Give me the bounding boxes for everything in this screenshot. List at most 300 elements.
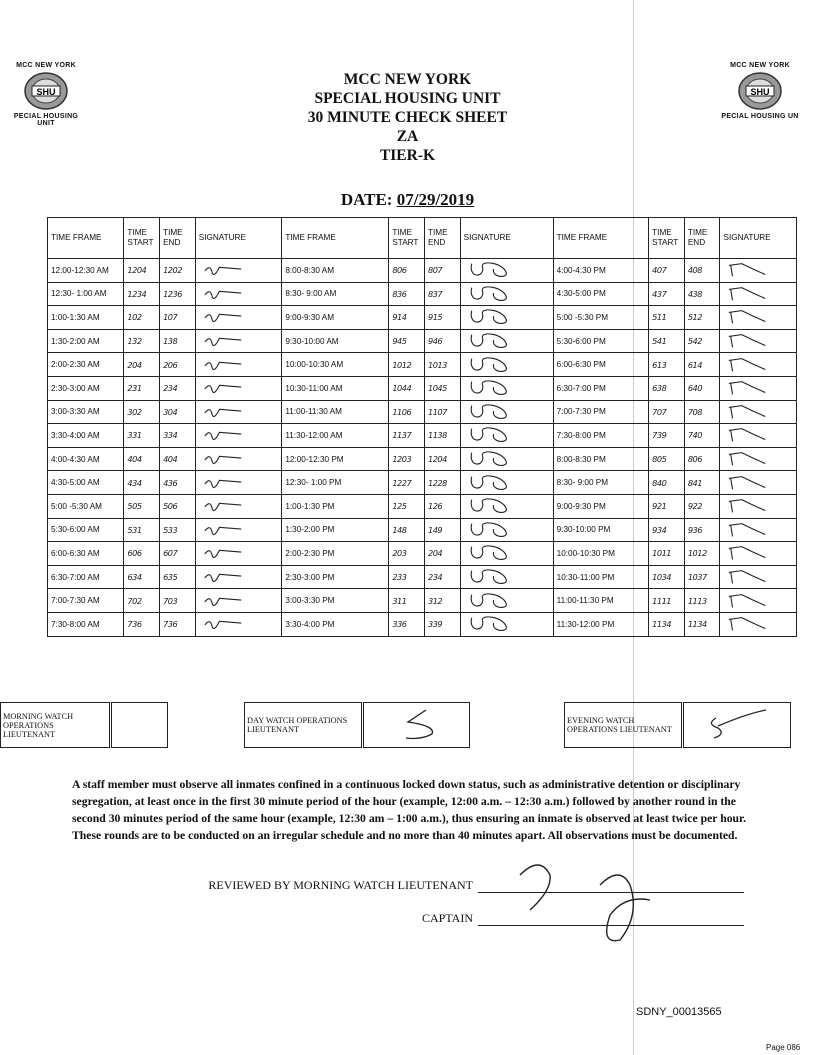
- time-end-cell: 1138: [425, 424, 461, 448]
- signature-cell: [460, 565, 553, 589]
- table-row: [48, 494, 797, 518]
- table-row: [48, 329, 797, 353]
- bates-number: SDNY_00013565: [636, 1006, 722, 1018]
- time-frame-cell: 4:30-5:00 AM: [48, 471, 124, 495]
- time-frame-cell: 9:30-10:00 AM: [282, 329, 389, 353]
- signature-cell: [720, 447, 797, 471]
- time-start-cell: 148: [389, 518, 425, 542]
- handwritten-initials: [464, 260, 514, 280]
- time-start-cell: 638: [649, 376, 685, 400]
- header-facility: MCC NEW YORK: [343, 71, 472, 88]
- time-frame-cell: 2:30-3:00 PM: [282, 565, 389, 589]
- column-header: TIME FRAME: [48, 218, 124, 259]
- time-start-cell: 541: [649, 329, 685, 353]
- logo-bottom-text: PECIAL HOUSING UNIT: [13, 113, 79, 127]
- signature-cell: [460, 612, 553, 636]
- time-end-cell: 1013: [425, 353, 461, 377]
- time-end-cell: 946: [425, 329, 461, 353]
- time-end-cell: 126: [425, 494, 461, 518]
- time-frame-cell: 11:00-11:30 PM: [553, 589, 649, 613]
- handwritten-initials: [464, 307, 514, 327]
- time-end-cell: 1037: [684, 565, 720, 589]
- handwritten-initials: [199, 355, 249, 375]
- time-start-cell: 1012: [389, 353, 425, 377]
- handwritten-initials: [199, 307, 249, 327]
- time-frame-cell: 6:00-6:30 PM: [553, 353, 649, 377]
- table-row: [48, 353, 797, 377]
- signature-cell: [720, 589, 797, 613]
- signature-cell: [460, 376, 553, 400]
- document-header: [0, 70, 815, 165]
- signature-cell: [720, 471, 797, 495]
- signature-cell: [460, 400, 553, 424]
- time-frame-cell: 3:30-4:00 AM: [48, 424, 124, 448]
- signature-cell: [720, 565, 797, 589]
- handwritten-initials: [723, 614, 773, 634]
- column-header: SIGNATURE: [460, 218, 553, 259]
- time-start-cell: 1011: [649, 542, 685, 566]
- signature-cell: [720, 400, 797, 424]
- time-end-cell: 1012: [684, 542, 720, 566]
- table-row: [48, 259, 797, 283]
- time-end-cell: 149: [425, 518, 461, 542]
- header-tier: TIER-K: [379, 147, 436, 164]
- time-end-cell: 915: [425, 306, 461, 330]
- time-start-cell: 1034: [649, 565, 685, 589]
- time-frame-cell: 1:00-1:30 AM: [48, 306, 124, 330]
- signature-cell: [195, 494, 282, 518]
- signature-cell: [720, 259, 797, 283]
- time-end-cell: 334: [160, 424, 196, 448]
- time-frame-cell: 8:00-8:30 AM: [282, 259, 389, 283]
- table-row: [48, 282, 797, 306]
- table-row: [48, 471, 797, 495]
- reviewer-handwritten-signature: [500, 855, 680, 950]
- handwritten-initials: [199, 591, 249, 611]
- time-start-cell: 1137: [389, 424, 425, 448]
- handwritten-initials: [723, 543, 773, 563]
- time-start-cell: 437: [649, 282, 685, 306]
- table-row: [48, 542, 797, 566]
- time-frame-cell: 10:00-10:30 PM: [553, 542, 649, 566]
- time-end-cell: 1236: [160, 282, 196, 306]
- signature-cell: [460, 471, 553, 495]
- time-frame-cell: 6:30-7:00 PM: [553, 376, 649, 400]
- handwritten-initials: [199, 425, 249, 445]
- signature-cell: [720, 542, 797, 566]
- time-start-cell: 707: [649, 400, 685, 424]
- signature-cell: [460, 259, 553, 283]
- time-start-cell: 531: [124, 518, 160, 542]
- time-start-cell: 613: [649, 353, 685, 377]
- signature-cell: [195, 282, 282, 306]
- time-start-cell: 1044: [389, 376, 425, 400]
- time-start-cell: 102: [124, 306, 160, 330]
- time-frame-cell: 9:30-10:00 PM: [553, 518, 649, 542]
- time-frame-cell: 11:00-11:30 AM: [282, 400, 389, 424]
- time-frame-cell: 5:00 -5:30 AM: [48, 494, 124, 518]
- time-end-cell: 339: [425, 612, 461, 636]
- column-header: TIME START: [124, 218, 160, 259]
- handwritten-initials: [723, 449, 773, 469]
- signature-cell: [720, 518, 797, 542]
- time-frame-cell: 8:00-8:30 PM: [553, 447, 649, 471]
- table-row: [48, 565, 797, 589]
- signature-cell: [195, 565, 282, 589]
- time-frame-cell: 9:00-9:30 PM: [553, 494, 649, 518]
- logo-top-text: MCC NEW YORK: [730, 62, 790, 69]
- logo-bottom-text: PECIAL HOUSING UN: [721, 113, 799, 120]
- time-end-cell: 312: [425, 589, 461, 613]
- time-frame-cell: 12:30- 1:00 PM: [282, 471, 389, 495]
- time-end-cell: 1113: [684, 589, 720, 613]
- time-start-cell: 511: [649, 306, 685, 330]
- handwritten-initials: [199, 543, 249, 563]
- svg-text:SHU: SHU: [36, 87, 56, 97]
- signature-cell: [195, 589, 282, 613]
- handwritten-initials: [464, 496, 514, 516]
- handwritten-initials: [723, 260, 773, 280]
- time-end-cell: 304: [160, 400, 196, 424]
- handwritten-initials: [199, 520, 249, 540]
- table-row: [48, 447, 797, 471]
- time-frame-cell: 7:00-7:30 AM: [48, 589, 124, 613]
- time-start-cell: 1203: [389, 447, 425, 471]
- signature-cell: [460, 518, 553, 542]
- time-frame-cell: 6:30-7:00 AM: [48, 565, 124, 589]
- signature-cell: [460, 589, 553, 613]
- handwritten-initials: [199, 378, 249, 398]
- time-end-cell: 436: [160, 471, 196, 495]
- handwritten-initials: [464, 449, 514, 469]
- signature-cell: [195, 542, 282, 566]
- svg-text:SHU: SHU: [750, 87, 770, 97]
- time-end-cell: 204: [425, 542, 461, 566]
- time-frame-cell: 5:30-6:00 AM: [48, 518, 124, 542]
- time-end-cell: 740: [684, 424, 720, 448]
- handwritten-initials: [199, 402, 249, 422]
- time-end-cell: 234: [160, 376, 196, 400]
- time-end-cell: 438: [684, 282, 720, 306]
- handwritten-initials: [199, 614, 249, 634]
- time-start-cell: 945: [389, 329, 425, 353]
- time-frame-cell: 2:00-2:30 AM: [48, 353, 124, 377]
- handwritten-initials: [723, 402, 773, 422]
- time-end-cell: 607: [160, 542, 196, 566]
- signature-cell: [460, 424, 553, 448]
- time-frame-cell: 4:00-4:30 AM: [48, 447, 124, 471]
- handwritten-initials: [464, 425, 514, 445]
- time-start-cell: 1234: [124, 282, 160, 306]
- handwritten-initials: [464, 567, 514, 587]
- signature-cell: [720, 424, 797, 448]
- handwritten-initials: [723, 284, 773, 304]
- time-end-cell: 703: [160, 589, 196, 613]
- handwritten-initials: [723, 496, 773, 516]
- handwritten-initials: [723, 425, 773, 445]
- time-end-cell: 837: [425, 282, 461, 306]
- spacer: [470, 703, 565, 748]
- column-header: TIME FRAME: [282, 218, 389, 259]
- handwritten-initials: [199, 567, 249, 587]
- time-end-cell: 408: [684, 259, 720, 283]
- time-start-cell: 231: [124, 376, 160, 400]
- time-end-cell: 1204: [425, 447, 461, 471]
- handwritten-initials: [464, 543, 514, 563]
- time-frame-cell: 12:00-12:30 PM: [282, 447, 389, 471]
- time-start-cell: 1106: [389, 400, 425, 424]
- signature-cell: [195, 306, 282, 330]
- signature-cell: [195, 518, 282, 542]
- time-frame-cell: 6:00-6:30 AM: [48, 542, 124, 566]
- column-header: TIME START: [649, 218, 685, 259]
- handwritten-initials: [464, 284, 514, 304]
- signature-cell: [460, 494, 553, 518]
- table-row: [48, 424, 797, 448]
- time-end-cell: 806: [684, 447, 720, 471]
- signature-cell: [460, 329, 553, 353]
- time-frame-cell: 3:30-4:00 PM: [282, 612, 389, 636]
- time-start-cell: 404: [124, 447, 160, 471]
- handwritten-initials: [199, 260, 249, 280]
- handwritten-initials: [464, 355, 514, 375]
- signature-cell: [195, 353, 282, 377]
- header-range: ZA: [396, 128, 419, 145]
- time-start-cell: 1134: [649, 612, 685, 636]
- table-row: [48, 306, 797, 330]
- page-number: Page 086: [766, 1043, 801, 1052]
- time-start-cell: 505: [124, 494, 160, 518]
- logo-top-text: MCC NEW YORK: [16, 62, 76, 69]
- handwritten-initials: [464, 402, 514, 422]
- time-start-cell: 132: [124, 329, 160, 353]
- time-start-cell: 1111: [649, 589, 685, 613]
- spacer: [168, 703, 245, 748]
- time-end-cell: 206: [160, 353, 196, 377]
- signature-cell: [460, 282, 553, 306]
- time-start-cell: 634: [124, 565, 160, 589]
- handwritten-initials: [199, 284, 249, 304]
- signature-cell: [720, 282, 797, 306]
- time-end-cell: 841: [684, 471, 720, 495]
- column-header: TIME END: [684, 218, 720, 259]
- signature-cell: [720, 376, 797, 400]
- day-watch-signature: [363, 703, 470, 748]
- time-end-cell: 736: [160, 612, 196, 636]
- header-sheet-title: 30 MINUTE CHECK SHEET: [307, 109, 508, 126]
- date-label: DATE:: [340, 190, 393, 209]
- signature-cell: [720, 329, 797, 353]
- column-header: TIME END: [160, 218, 196, 259]
- time-start-cell: 934: [649, 518, 685, 542]
- time-end-cell: 936: [684, 518, 720, 542]
- time-frame-cell: 4:30-5:00 PM: [553, 282, 649, 306]
- time-frame-cell: 1:30-2:00 PM: [282, 518, 389, 542]
- time-start-cell: 736: [124, 612, 160, 636]
- captain-label: CAPTAIN: [421, 911, 473, 925]
- handwritten-initials: [723, 331, 773, 351]
- time-start-cell: 914: [389, 306, 425, 330]
- signature-cell: [195, 471, 282, 495]
- time-frame-cell: 11:30-12:00 AM: [282, 424, 389, 448]
- time-end-cell: 922: [684, 494, 720, 518]
- handwritten-signature: [366, 704, 466, 744]
- time-end-cell: 533: [160, 518, 196, 542]
- time-start-cell: 606: [124, 542, 160, 566]
- handwritten-initials: [464, 473, 514, 493]
- time-end-cell: 234: [425, 565, 461, 589]
- time-end-cell: 1107: [425, 400, 461, 424]
- handwritten-initials: [723, 307, 773, 327]
- time-frame-cell: 3:00-3:30 AM: [48, 400, 124, 424]
- signature-cell: [195, 612, 282, 636]
- time-start-cell: 806: [389, 259, 425, 283]
- time-end-cell: 708: [684, 400, 720, 424]
- time-start-cell: 331: [124, 424, 160, 448]
- time-end-cell: 512: [684, 306, 720, 330]
- time-frame-cell: 5:00 -5:30 PM: [553, 306, 649, 330]
- signature-cell: [460, 447, 553, 471]
- morning-watch-label: MORNING WATCH OPERATIONS LIEUTENANT: [1, 703, 111, 748]
- time-end-cell: 107: [160, 306, 196, 330]
- table-row: [48, 400, 797, 424]
- time-start-cell: 1227: [389, 471, 425, 495]
- table-header-row: [48, 218, 797, 259]
- handwritten-initials: [199, 449, 249, 469]
- column-header: TIME FRAME: [553, 218, 649, 259]
- time-start-cell: 805: [649, 447, 685, 471]
- time-frame-cell: 7:00-7:30 PM: [553, 400, 649, 424]
- time-frame-cell: 10:00-10:30 AM: [282, 353, 389, 377]
- time-start-cell: 836: [389, 282, 425, 306]
- evening-watch-label: EVENING WATCH OPERATIONS LIEUTENANT: [565, 703, 683, 748]
- watch-signature-table: [0, 702, 791, 748]
- time-frame-cell: 1:00-1:30 PM: [282, 494, 389, 518]
- table-row: [48, 376, 797, 400]
- time-start-cell: 311: [389, 589, 425, 613]
- time-frame-cell: 9:00-9:30 AM: [282, 306, 389, 330]
- check-log-table: [47, 217, 797, 637]
- time-start-cell: 336: [389, 612, 425, 636]
- handwritten-initials: [199, 473, 249, 493]
- handwritten-initials: [723, 378, 773, 398]
- handwritten-initials: [464, 591, 514, 611]
- time-start-cell: 434: [124, 471, 160, 495]
- signature-cell: [720, 306, 797, 330]
- signature-cell: [195, 329, 282, 353]
- time-end-cell: 1228: [425, 471, 461, 495]
- signature-cell: [195, 400, 282, 424]
- time-frame-cell: 7:30-8:00 PM: [553, 424, 649, 448]
- time-start-cell: 204: [124, 353, 160, 377]
- time-start-cell: 921: [649, 494, 685, 518]
- time-frame-cell: 8:30- 9:00 AM: [282, 282, 389, 306]
- column-header: TIME END: [425, 218, 461, 259]
- time-end-cell: 614: [684, 353, 720, 377]
- time-start-cell: 840: [649, 471, 685, 495]
- time-start-cell: 233: [389, 565, 425, 589]
- handwritten-signature: [686, 704, 786, 744]
- table-row: [48, 518, 797, 542]
- time-end-cell: 1134: [684, 612, 720, 636]
- time-end-cell: 542: [684, 329, 720, 353]
- signature-cell: [195, 259, 282, 283]
- handwritten-initials: [723, 567, 773, 587]
- time-frame-cell: 7:30-8:00 AM: [48, 612, 124, 636]
- handwritten-initials: [723, 520, 773, 540]
- time-start-cell: 302: [124, 400, 160, 424]
- time-end-cell: 1202: [160, 259, 196, 283]
- time-frame-cell: 2:00-2:30 PM: [282, 542, 389, 566]
- handwritten-initials: [464, 378, 514, 398]
- time-end-cell: 404: [160, 447, 196, 471]
- time-frame-cell: 10:30-11:00 AM: [282, 376, 389, 400]
- day-watch-label: DAY WATCH OPERATIONS LIEUTENANT: [245, 703, 363, 748]
- table-row: [48, 612, 797, 636]
- time-start-cell: 1204: [124, 259, 160, 283]
- signature-cell: [460, 353, 553, 377]
- morning-watch-signature: [111, 703, 168, 748]
- time-start-cell: 739: [649, 424, 685, 448]
- evening-watch-signature: [683, 703, 791, 748]
- signature-cell: [720, 353, 797, 377]
- handwritten-initials: [723, 591, 773, 611]
- handwritten-initials: [723, 473, 773, 493]
- handwritten-initials: [199, 331, 249, 351]
- time-frame-cell: 8:30- 9:00 PM: [553, 471, 649, 495]
- reviewer-label: REVIEWED BY MORNING WATCH LIEUTENANT: [208, 878, 473, 892]
- time-end-cell: 506: [160, 494, 196, 518]
- time-frame-cell: 12:00-12:30 AM: [48, 259, 124, 283]
- signature-cell: [720, 612, 797, 636]
- signature-cell: [720, 494, 797, 518]
- date-value: 07/29/2019: [396, 190, 475, 209]
- table-row: [48, 589, 797, 613]
- time-frame-cell: 3:00-3:30 PM: [282, 589, 389, 613]
- signature-cell: [460, 542, 553, 566]
- time-end-cell: 807: [425, 259, 461, 283]
- time-end-cell: 640: [684, 376, 720, 400]
- time-start-cell: 702: [124, 589, 160, 613]
- column-header: TIME START: [389, 218, 425, 259]
- date-line: [0, 190, 815, 210]
- time-frame-cell: 10:30-11:00 PM: [553, 565, 649, 589]
- time-end-cell: 1045: [425, 376, 461, 400]
- signature-cell: [195, 376, 282, 400]
- time-start-cell: 407: [649, 259, 685, 283]
- handwritten-initials: [199, 496, 249, 516]
- time-end-cell: 635: [160, 565, 196, 589]
- instructions-paragraph: A staff member must observe all inmates confined in a continuous locked down status, such as administrative detention or disciplinary segregation, at least once in the first 30 minute period of the hour (example, 12:00 a.m. – 12:30 a.m.) followed by another round in the second 30 minutes period of the same hour (example, 12:30 am – 1:00 a.m.), thus ensuring an inmate is observed at least twice per hour. These rounds are to be conducted on an irregular schedule and no more than 40 minutes apart. All observations must be documented.: [72, 778, 747, 842]
- time-start-cell: 203: [389, 542, 425, 566]
- header-unit: SPECIAL HOUSING UNIT: [314, 90, 501, 107]
- handwritten-initials: [464, 331, 514, 351]
- time-end-cell: 138: [160, 329, 196, 353]
- handwritten-initials: [723, 355, 773, 375]
- handwritten-initials: [464, 520, 514, 540]
- time-frame-cell: 5:30-6:00 PM: [553, 329, 649, 353]
- signature-cell: [460, 306, 553, 330]
- column-header: SIGNATURE: [720, 218, 797, 259]
- time-frame-cell: 12:30- 1:00 AM: [48, 282, 124, 306]
- handwritten-initials: [464, 614, 514, 634]
- column-header: SIGNATURE: [195, 218, 282, 259]
- time-frame-cell: 2:30-3:00 AM: [48, 376, 124, 400]
- signature-cell: [195, 447, 282, 471]
- time-frame-cell: 1:30-2:00 AM: [48, 329, 124, 353]
- time-start-cell: 125: [389, 494, 425, 518]
- time-frame-cell: 4:00-4:30 PM: [553, 259, 649, 283]
